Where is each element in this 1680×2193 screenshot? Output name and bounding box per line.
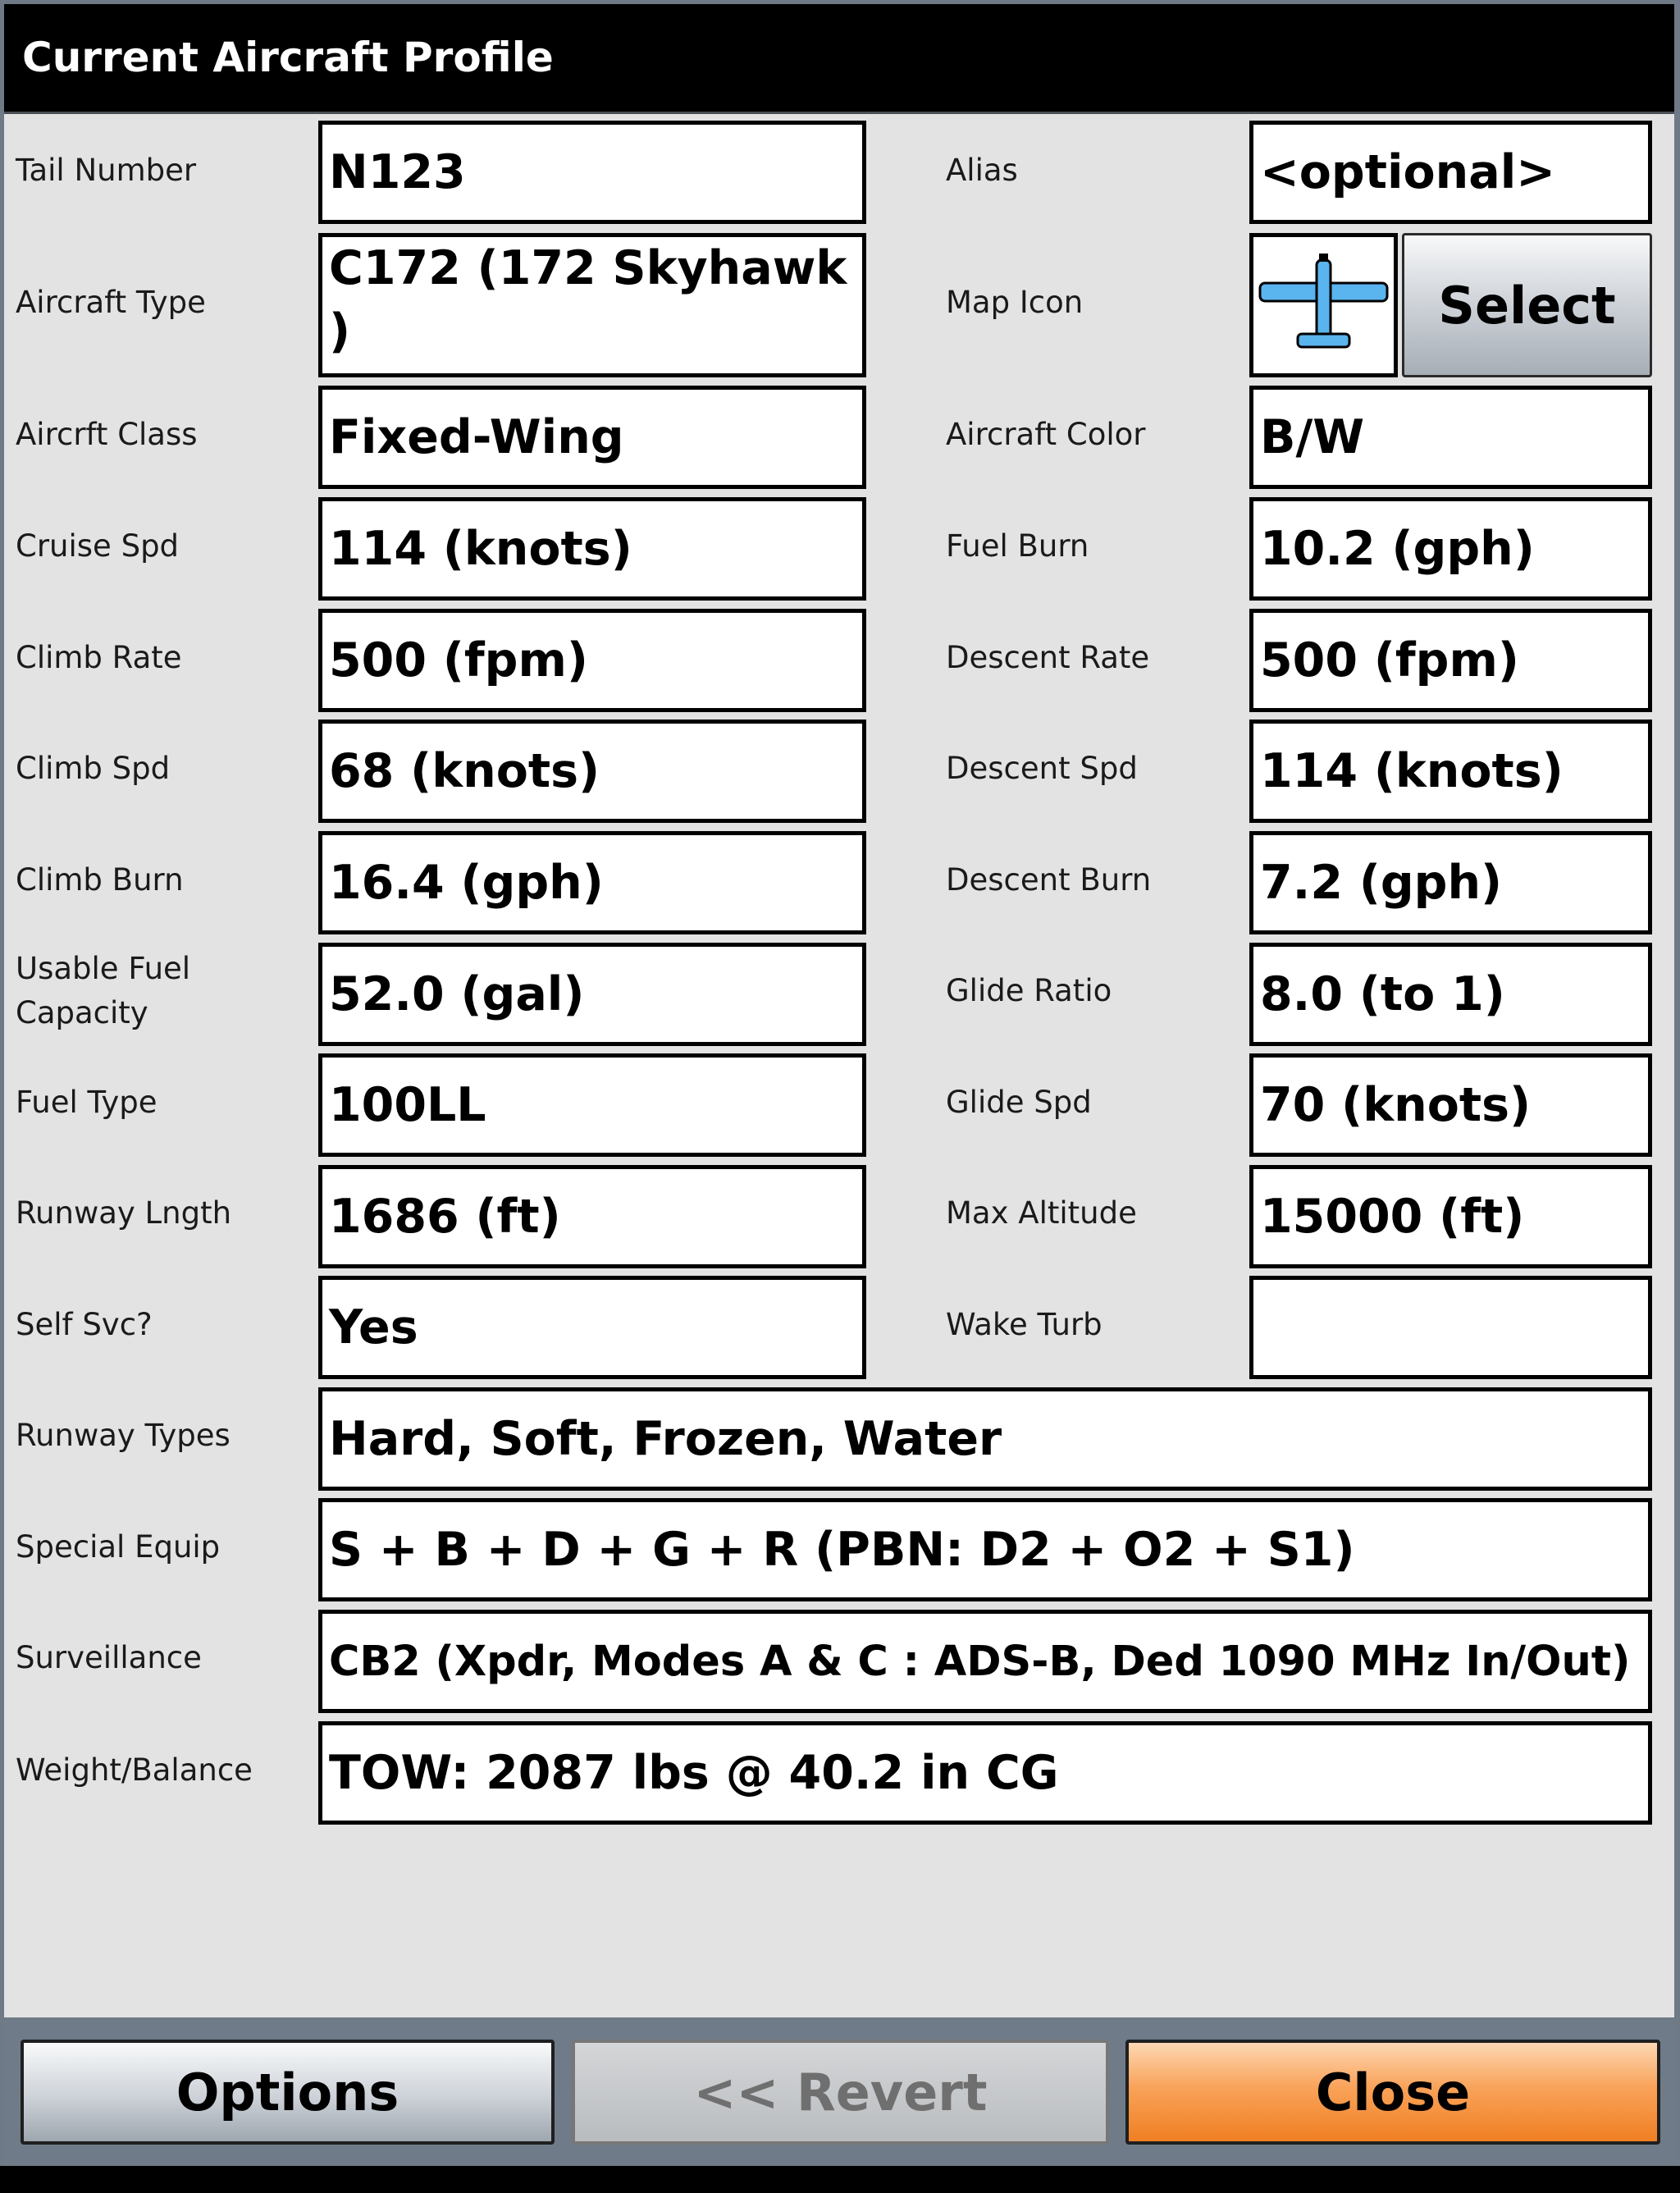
climb-burn-field[interactable]: 16.4 (gph) xyxy=(318,831,866,934)
label-descent-spd: Descent Spd xyxy=(946,751,1138,786)
aircraft-type-field[interactable]: C172 (172 Skyhawk ) xyxy=(318,233,866,377)
surveillance-field[interactable]: CB2 (Xpdr, Modes A & C : ADS-B, Ded 1090 MHz In/Out) xyxy=(318,1610,1652,1713)
label-runway-types: Runway Types xyxy=(16,1418,231,1453)
options-button[interactable]: Options xyxy=(21,2040,555,2145)
label-climb-burn: Climb Burn xyxy=(16,862,184,898)
label-runway-length: Runway Lngth xyxy=(16,1195,232,1231)
label-aircraft-type: Aircraft Type xyxy=(16,285,206,320)
airplane-icon xyxy=(1253,237,1394,373)
wake-turb-field[interactable] xyxy=(1249,1276,1652,1379)
label-wake-turb: Wake Turb xyxy=(946,1307,1102,1342)
descent-spd-field[interactable]: 114 (knots) xyxy=(1249,720,1652,823)
close-button[interactable]: Close xyxy=(1125,2040,1660,2145)
fuel-type-field[interactable]: 100LL xyxy=(318,1053,866,1157)
label-aircraft-class: Aircrft Class xyxy=(16,417,198,452)
label-climb-rate: Climb Rate xyxy=(16,640,182,675)
self-svc-field[interactable]: Yes xyxy=(318,1276,866,1379)
runway-types-field[interactable]: Hard, Soft, Frozen, Water xyxy=(318,1387,1652,1491)
descent-burn-field[interactable]: 7.2 (gph) xyxy=(1249,831,1652,934)
cruise-spd-field[interactable]: 114 (knots) xyxy=(318,497,866,601)
label-special-equip: Special Equip xyxy=(16,1529,221,1565)
runway-length-field[interactable]: 1686 (ft) xyxy=(318,1165,866,1268)
label-weight-balance: Weight/Balance xyxy=(16,1752,253,1788)
label-descent-rate: Descent Rate xyxy=(946,640,1150,675)
label-cruise-spd: Cruise Spd xyxy=(16,528,180,564)
label-map-icon: Map Icon xyxy=(946,285,1084,320)
weight-balance-field[interactable]: TOW: 2087 lbs @ 40.2 in CG xyxy=(318,1721,1652,1825)
label-climb-spd: Climb Spd xyxy=(16,751,171,786)
glide-ratio-field[interactable]: 8.0 (to 1) xyxy=(1249,943,1652,1046)
label-descent-burn: Descent Burn xyxy=(946,862,1152,898)
aircraft-color-field[interactable]: B/W xyxy=(1249,386,1652,489)
map-icon-preview[interactable] xyxy=(1249,233,1398,377)
label-fuel-type: Fuel Type xyxy=(16,1085,158,1120)
window-title: Current Aircraft Profile xyxy=(22,34,554,81)
profile-form xyxy=(4,114,1674,2017)
aircraft-class-field[interactable]: Fixed-Wing xyxy=(318,386,866,489)
label-glide-ratio: Glide Ratio xyxy=(946,973,1112,1008)
special-equip-field[interactable]: S + B + D + G + R (PBN: D2 + O2 + S1) xyxy=(318,1498,1652,1601)
max-altitude-field[interactable]: 15000 (ft) xyxy=(1249,1165,1652,1268)
usable-fuel-field[interactable]: 52.0 (gal) xyxy=(318,943,866,1046)
tail-number-field[interactable]: N123 xyxy=(318,121,866,224)
select-icon-button[interactable]: Select xyxy=(1402,233,1652,377)
climb-spd-field[interactable]: 68 (knots) xyxy=(318,720,866,823)
title-bar xyxy=(4,4,1674,114)
label-glide-spd: Glide Spd xyxy=(946,1085,1092,1120)
label-tail-number: Tail Number xyxy=(16,153,197,188)
bottom-edge xyxy=(0,2166,1680,2193)
label-self-svc: Self Svc? xyxy=(16,1307,153,1342)
label-max-altitude: Max Altitude xyxy=(946,1195,1137,1231)
descent-rate-field[interactable]: 500 (fpm) xyxy=(1249,609,1652,712)
alias-field[interactable]: <optional> xyxy=(1249,121,1652,224)
glide-spd-field[interactable]: 70 (knots) xyxy=(1249,1053,1652,1157)
label-aircraft-color: Aircraft Color xyxy=(946,417,1146,452)
label-usable-fuel-capacity: Usable Fuel Capacity xyxy=(16,951,191,1030)
climb-rate-field[interactable]: 500 (fpm) xyxy=(318,609,866,712)
button-bar xyxy=(4,2020,1674,2166)
fuel-burn-field[interactable]: 10.2 (gph) xyxy=(1249,497,1652,601)
label-surveillance: Surveillance xyxy=(16,1640,202,1675)
label-alias: Alias xyxy=(946,153,1018,188)
label-fuel-burn: Fuel Burn xyxy=(946,528,1089,564)
revert-button[interactable]: << Revert xyxy=(572,2040,1109,2145)
